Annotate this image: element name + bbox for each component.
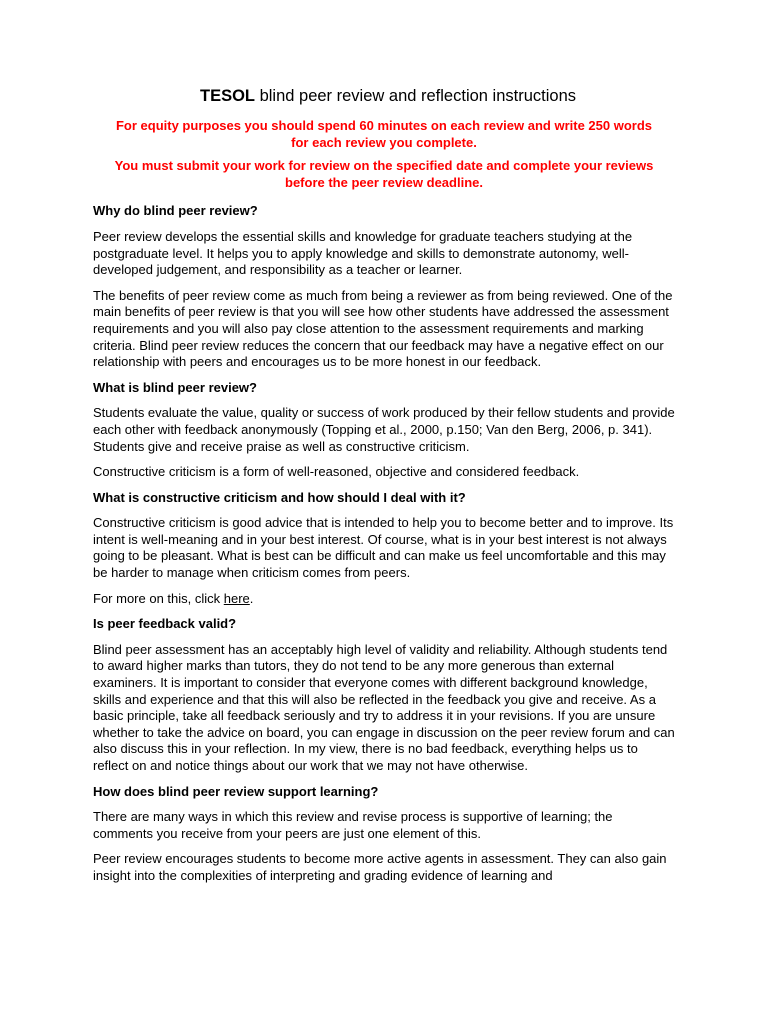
here-link[interactable]: here bbox=[223, 590, 250, 606]
document-body bbox=[93, 86, 675, 885]
section-heading-why: Why do blind peer review? bbox=[93, 203, 258, 219]
more-info-suffix: . bbox=[249, 590, 254, 606]
paragraph: Constructive criticism is good advice that is intended to help you to become better and to improve. Its intent is well-meaning and in your best interest. Of course, what is in your best interest is not always going to be pleasant. What is best can be difficult and can make us feel uncomfortable and this may be harder to manage when criticism comes from peers. bbox=[93, 515, 674, 581]
deadline-notice: You must submit your work for review on the specified date and complete your reviews before the peer review deadline. bbox=[114, 158, 654, 190]
paragraph: Constructive criticism is a form of well-reasoned, objective and considered feedback. bbox=[93, 464, 580, 480]
title-text: blind peer review and reflection instructions bbox=[255, 87, 577, 105]
section-heading-what: What is blind peer review? bbox=[93, 379, 257, 395]
paragraph: The benefits of peer review come as much from being a reviewer as from being reviewed. One of the main benefits of peer review is that you will see how other students have addressed the assessment requirements and you will also pay close attention to the assessment requirements and marking criteria. Blind peer review reduces the concern that our feedback may have a negative effect on our relationship with peers and encourages us to be more honest in our feedback. bbox=[93, 287, 673, 370]
paragraph: Peer review encourages students to become more active agents in assessment. They can also gain insight into the complexities of interpreting and grading evidence of learning and bbox=[93, 851, 667, 883]
paragraph: There are many ways in which this review and revise process is supportive of learning; the comments you receive from your peers are just one element of this. bbox=[93, 809, 613, 841]
document-title bbox=[93, 86, 675, 106]
equity-notice: For equity purposes you should spend 60 minutes on each review and write 250 words for each review you complete. bbox=[115, 118, 652, 150]
paragraph: Peer review develops the essential skills and knowledge for graduate teachers studying at the postgraduate level. It helps you to apply knowledge and skills to demonstrate autonomy, well-developed judgement, and responsibility as a teacher or learner. bbox=[93, 228, 633, 278]
paragraph: Blind peer assessment has an acceptably high level of validity and reliability. Although students tend to award higher marks than tutors, they do not tend to be any more generous than external examiners. It is important to consider that everyone comes with different background knowledge, skills and experience and that this will also be reflected in the feedback you give and receive. As a basic principle, take all feedback seriously and try to address it in your revisions. If you are unsure whether to take the advice on board, you can engage in discussion on the peer review forum and can also discuss this in your reflection. In my view, there is no bad feedback, everything helps us to reflect on and notice things about our work that we may not have otherwise. bbox=[93, 641, 675, 773]
title-acronym: TESOL bbox=[199, 87, 255, 105]
section-heading-constructive-criticism: What is constructive criticism and how should I deal with it? bbox=[93, 489, 466, 505]
section-heading-valid: Is peer feedback valid? bbox=[93, 616, 237, 632]
paragraph: Students evaluate the value, quality or success of work produced by their fellow students and provide each other with feedback anonymously (Topping et al., 2000, p.150; Van den Berg, 2006, p. 341). Students give and receive praise as well as constructive criticism. bbox=[93, 405, 675, 454]
section-heading-support-learning: How does blind peer review support learning? bbox=[93, 783, 379, 799]
more-info-line bbox=[93, 591, 675, 608]
more-info-prefix: For more on this, click bbox=[93, 590, 224, 606]
